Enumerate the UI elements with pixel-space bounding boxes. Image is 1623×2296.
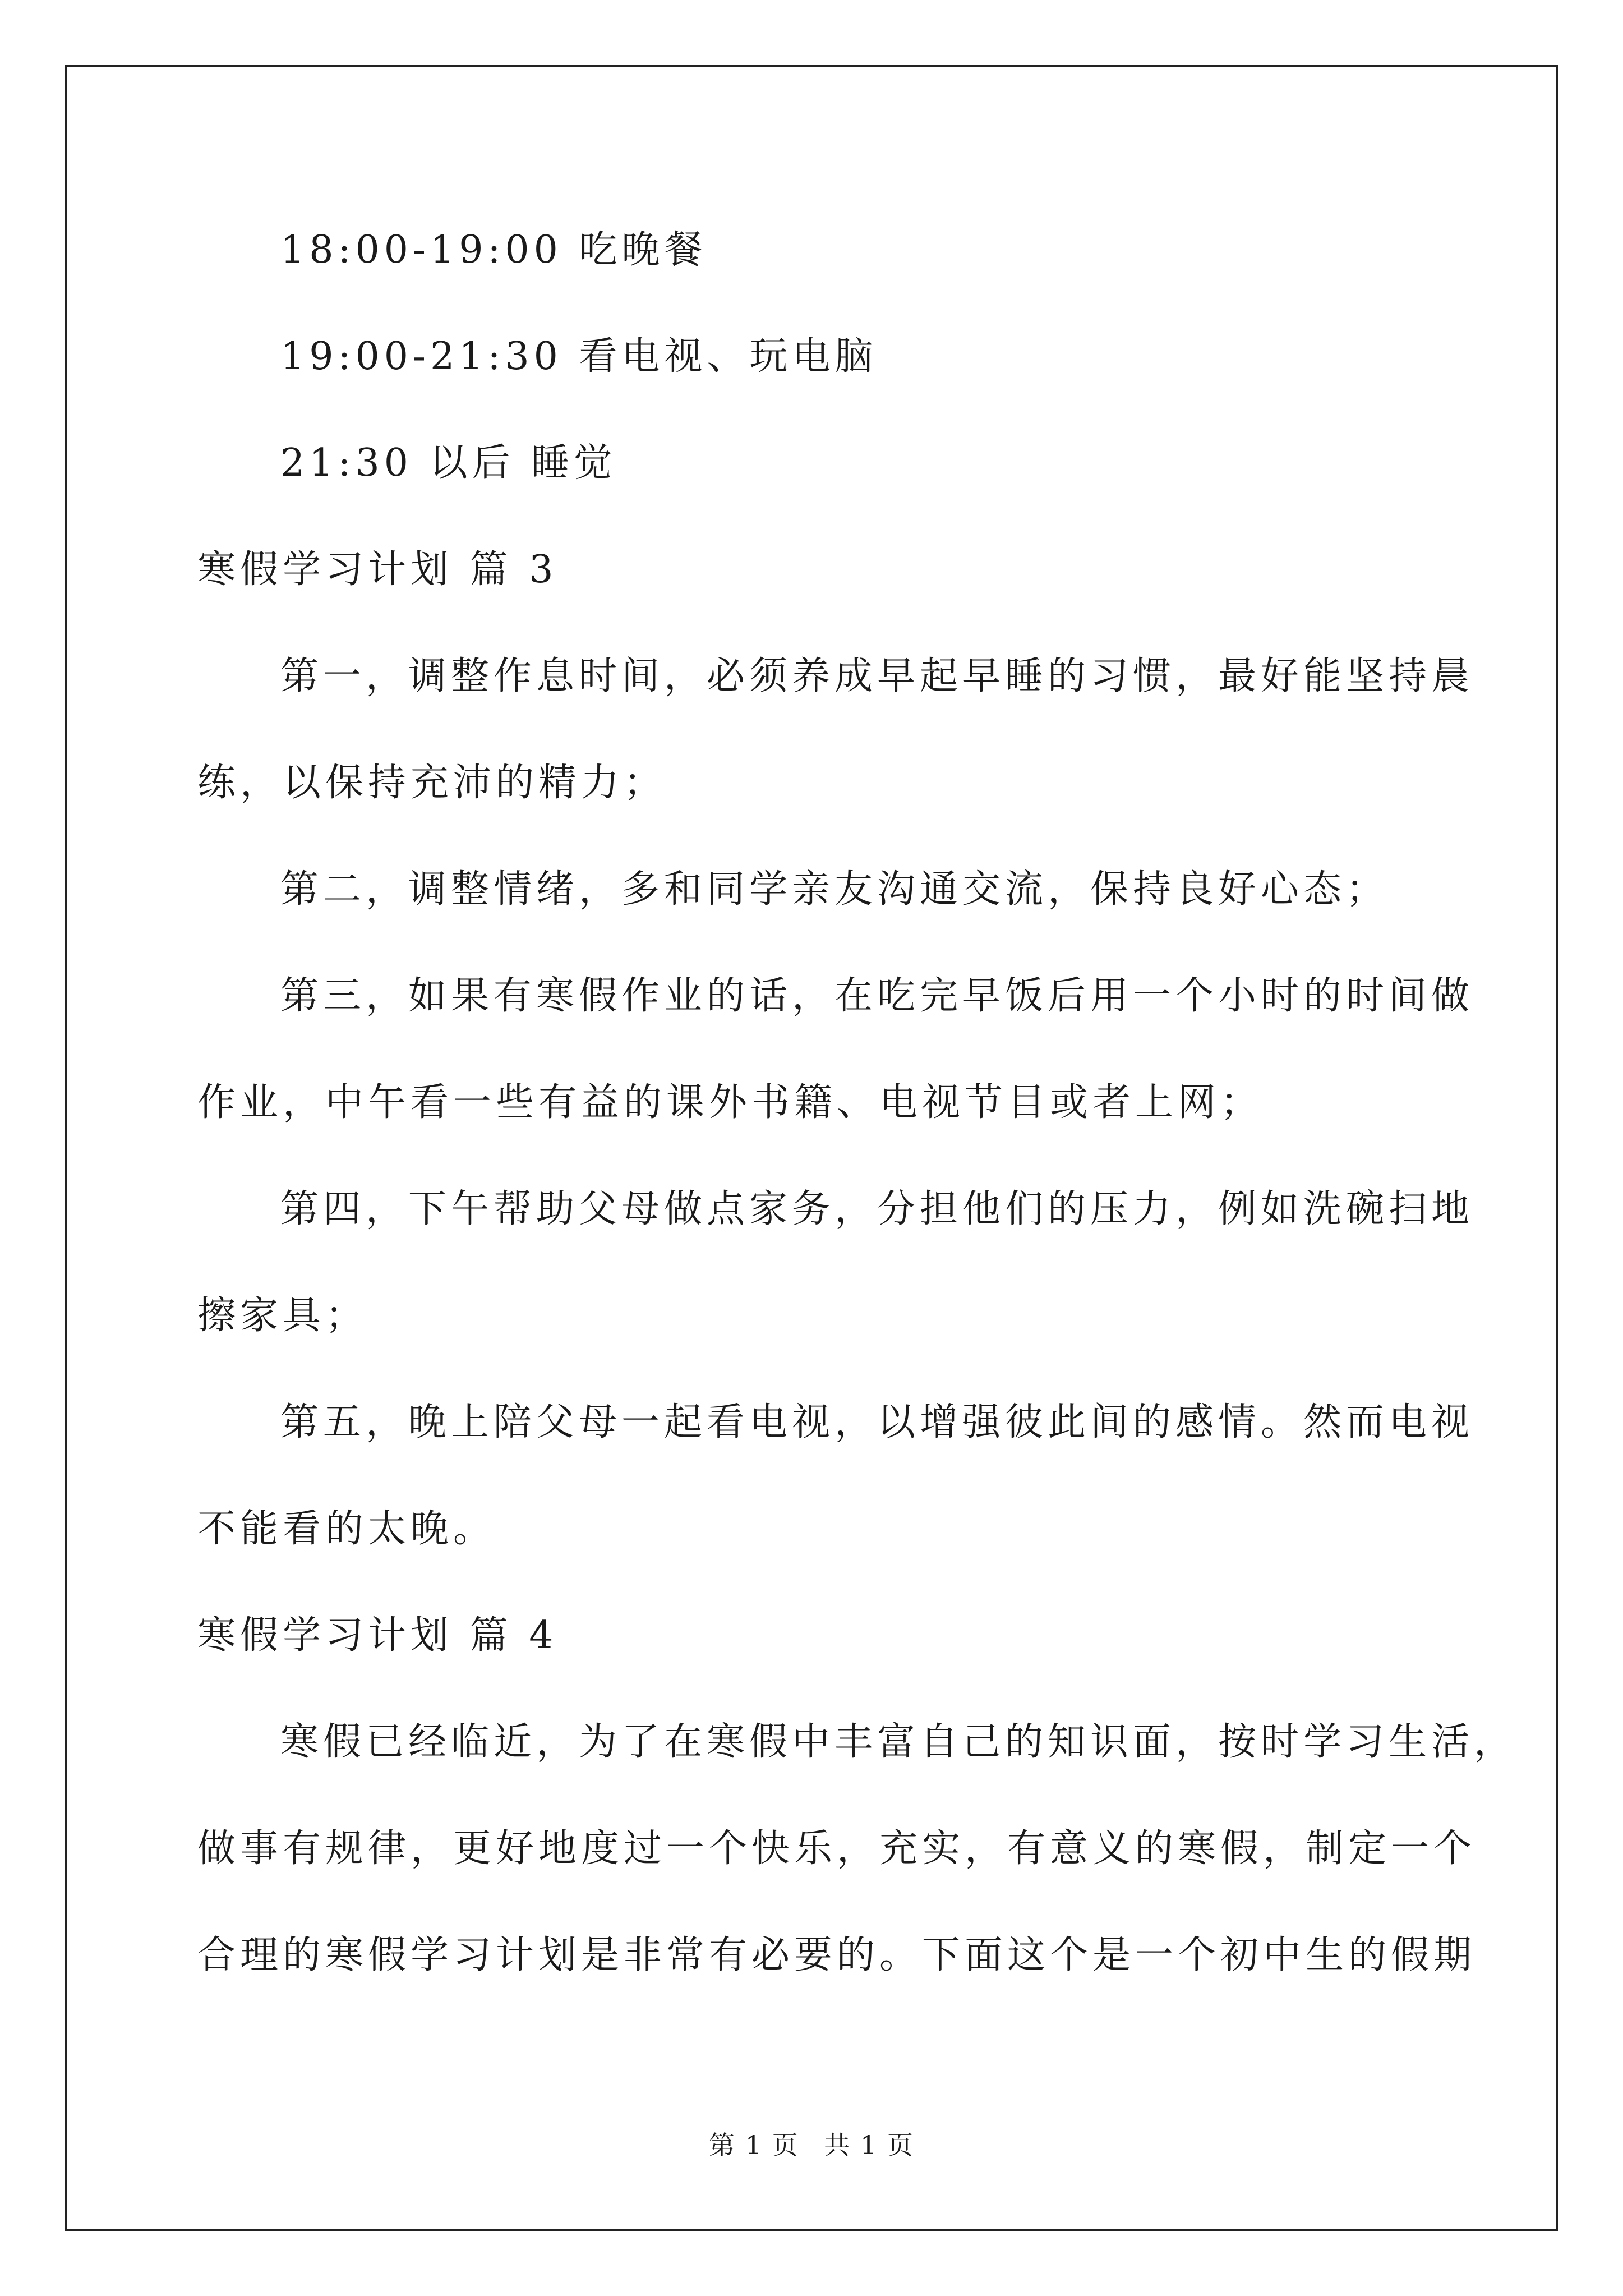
section-heading: 寒假学习计划 篇 3 xyxy=(197,547,558,592)
paragraph-line: 擦家具； xyxy=(197,1294,368,1338)
paragraph-line: 练，以保持充沛的精力； xyxy=(197,761,667,805)
paragraph-line: 合理的寒假学习计划是非常有必要的。下面这个是一个初中生的假期 xyxy=(197,1933,1477,1977)
page-total: 共 1 页 xyxy=(824,2130,914,2160)
paragraph-line: 不能看的太晚。 xyxy=(197,1507,496,1551)
schedule-line: 19:00-21:30 看电视、玩电脑 xyxy=(280,334,878,379)
paragraph-line: 第四，下午帮助父母做点家务，分担他们的压力，例如洗碗扫地 xyxy=(280,1187,1474,1231)
paragraph-line: 做事有规律，更好地度过一个快乐，充实，有意义的寒假，制定一个 xyxy=(197,1826,1477,1871)
paragraph-line: 作业，中午看一些有益的课外书籍、电视节目或者上网； xyxy=(197,1080,1264,1125)
paragraph-line: 第一，调整作息时间，必须养成早起早睡的习惯，最好能坚持晨 xyxy=(280,654,1474,698)
paragraph-line: 第五，晚上陪父母一起看电视，以增强彼此间的感情。然而电视 xyxy=(280,1400,1474,1444)
page-footer xyxy=(0,2125,1623,2162)
paragraph-line: 第三，如果有寒假作业的话，在吃完早饭后用一个小时的时间做 xyxy=(280,974,1474,1018)
page-border xyxy=(65,65,1558,2231)
page-number: 第 1 页 xyxy=(709,2130,799,2160)
paragraph-line: 第二，调整情绪，多和同学亲友沟通交流，保持良好心态； xyxy=(280,867,1389,912)
schedule-line: 18:00-19:00 吃晚餐 xyxy=(280,228,707,272)
schedule-line: 21:30 以后 睡觉 xyxy=(280,441,617,485)
section-heading: 寒假学习计划 篇 4 xyxy=(197,1613,558,1658)
paragraph-line: 寒假已经临近，为了在寒假中丰富自己的知识面，按时学习生活， xyxy=(280,1720,1517,1764)
